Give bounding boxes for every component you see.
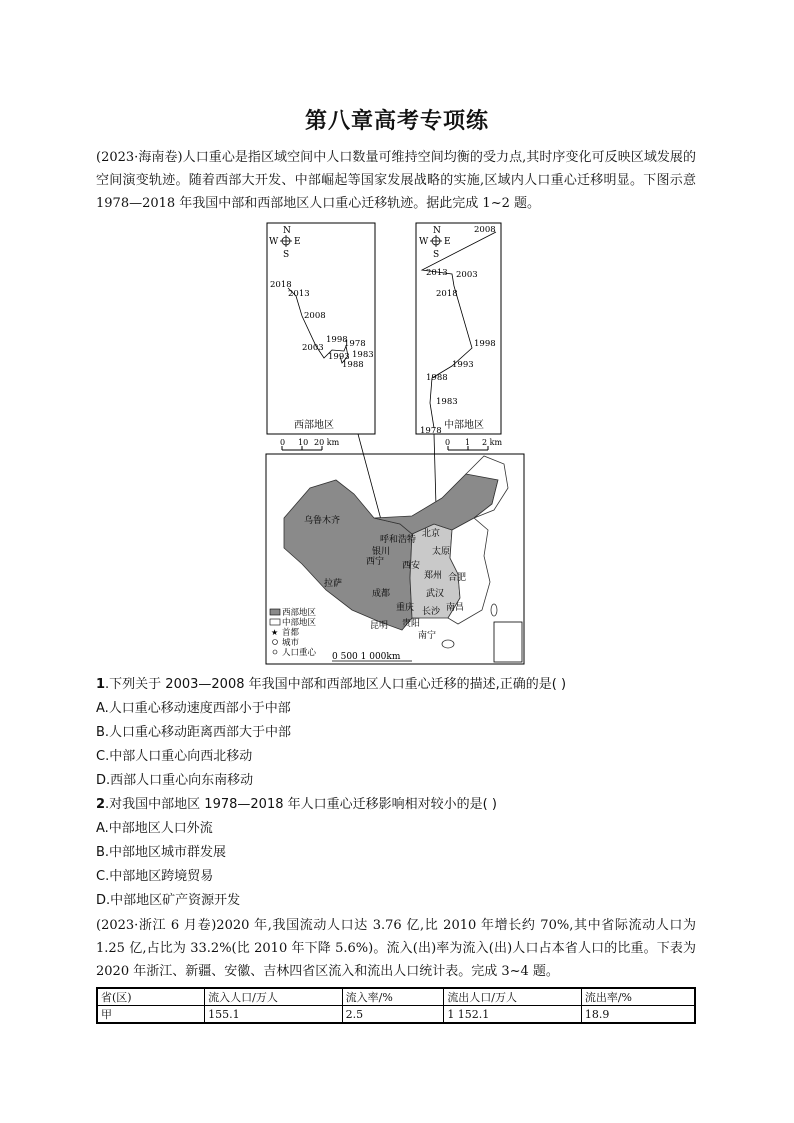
city-label: 乌鲁木齐: [304, 516, 341, 526]
table-cell: 155.1: [205, 1006, 343, 1024]
table-row: [97, 1006, 695, 1024]
city-label: 成都: [372, 589, 391, 599]
city-label: 合肥: [448, 573, 467, 583]
table-cell: 2.5: [342, 1006, 444, 1024]
city-label: 武汉: [426, 589, 445, 599]
central-year: 1983: [436, 397, 458, 407]
table-cell: 1 152.1: [444, 1006, 582, 1024]
legend-item: 首都: [282, 628, 300, 638]
question-text: .对我国中部地区 1978—2018 年人口重心迁移影响相对较小的是( ): [105, 797, 497, 812]
page-title: 第八章高考专项练: [304, 109, 489, 134]
legend-item: 人口重心: [282, 648, 317, 658]
taiwan-island: [491, 604, 497, 616]
table-cell: 甲: [97, 1006, 205, 1024]
city-label: 贵阳: [402, 619, 421, 629]
west-year: 1988: [342, 360, 364, 370]
central-year: 1978: [420, 426, 442, 436]
compass-e: E: [294, 237, 301, 247]
table-header: 流入人口/万人: [205, 988, 343, 1006]
west-year: 2003: [302, 343, 324, 353]
city-label: 南昌: [446, 603, 465, 613]
table-cell: 18.9: [581, 1006, 695, 1024]
city-label: 西宁: [366, 557, 385, 567]
compass-s: S: [433, 250, 440, 260]
question-text: .下列关于 2003—2008 年我国中部和西部地区人口重心迁移的描述,正确的是( ): [105, 677, 567, 692]
table-header-row: [97, 988, 695, 1006]
west-year: 1978: [344, 339, 366, 349]
option-a[interactable]: A.人口重心移动速度西部小于中部: [96, 701, 291, 716]
city-label: 银川: [372, 547, 391, 557]
population-flow-table: [96, 987, 696, 1024]
table-header: 流出人口/万人: [444, 988, 582, 1006]
city-label: 郑州: [424, 571, 443, 581]
west-inset-label: 西部地区: [294, 420, 334, 431]
map-scale: 0 500 1 000km: [332, 652, 401, 662]
scale-label: 0: [445, 438, 451, 447]
central-year: 1998: [474, 339, 496, 349]
option-b[interactable]: B.人口重心移动距离西部大于中部: [96, 725, 292, 740]
central-year: 1993: [452, 360, 474, 370]
city-label: 北京: [422, 529, 441, 539]
option-c[interactable]: C.中部地区跨境贸易: [96, 869, 214, 884]
legend-item: 城市: [282, 638, 300, 648]
central-year: 2003: [456, 270, 478, 280]
city-label: 重庆: [396, 603, 415, 613]
option-b[interactable]: B.中部地区城市群发展: [96, 845, 227, 860]
city-label: 呼和浩特: [380, 535, 417, 545]
compass-w: W: [269, 237, 279, 247]
option-a[interactable]: A.中部地区人口外流: [96, 821, 213, 836]
west-year: 1993: [328, 352, 350, 362]
legend-item: 西部地区: [282, 608, 317, 618]
scale-label: 1: [465, 438, 471, 447]
central-inset-frame: [416, 223, 501, 434]
legend-item: 中部地区: [282, 618, 317, 628]
central-year: 2013: [426, 268, 448, 278]
central-year: 2008: [474, 225, 496, 235]
question-number: 2: [96, 797, 106, 812]
city-label: 南宁: [418, 631, 437, 641]
option-d[interactable]: D.西部人口重心向东南移动: [96, 773, 254, 788]
scale-label: 0: [280, 438, 286, 447]
table-header: 省(区): [97, 988, 205, 1006]
compass-w: W: [419, 237, 429, 247]
south-sea-inset: [494, 622, 522, 662]
question-2: [96, 794, 497, 816]
west-year: 2013: [288, 289, 310, 299]
central-inset-label: 中部地区: [444, 420, 484, 431]
scale-label: 20 km: [314, 438, 340, 447]
compass-n: N: [433, 226, 441, 236]
city-label: 西安: [402, 561, 421, 571]
west-year: 1983: [352, 350, 374, 360]
table-header: 流出率/%: [581, 988, 695, 1006]
population-center-map-figure: [262, 218, 528, 668]
central-year: 2018: [436, 289, 458, 299]
compass-s: S: [283, 250, 290, 260]
city-label: 太原: [432, 547, 451, 557]
west-year: 2018: [270, 280, 292, 290]
intro-passage-2: (2023·浙江 6 月卷)2020 年,我国流动人口达 3.76 亿,比 2010 年增长约 70%,其中省际流动人口为 1.25 亿,占比为 33.2%(比 2010 年下降 5.6%)。流入(出)率为流入(出)人口占本省人口的比重。下表为 2020 年浙江、新疆、安徽、吉林四省区流入和流出人口统计表。完成 3~4 题。: [96, 918, 696, 979]
city-label: 长沙: [422, 607, 441, 617]
question-1: [96, 674, 566, 696]
west-scale-bar: [280, 438, 340, 450]
hainan-island: [442, 640, 454, 648]
city-label: 拉萨: [324, 579, 343, 589]
scale-label: 2 km: [482, 438, 503, 447]
option-d[interactable]: D.中部地区矿产资源开发: [96, 893, 241, 908]
compass-n: N: [283, 226, 291, 236]
compass-e: E: [444, 237, 451, 247]
svg-text:★: ★: [271, 628, 279, 637]
question-number: 1: [96, 677, 106, 692]
table-header: 流入率/%: [342, 988, 444, 1006]
intro-passage-1: (2023·海南卷)人口重心是指区域空间中人口数量可维持空间均衡的受力点,其时序变化可反映区域发展的空间演变轨迹。随着西部大开发、中部崛起等国家发展战略的实施,区域内人口重心迁移明显。下图示意 1978—2018 年我国中部和西部地区人口重心迁移轨迹。据此完成 1~2 题。: [96, 150, 696, 211]
scale-label: 10: [298, 438, 309, 447]
central-scale-bar: [445, 438, 502, 450]
central-year: 1988: [426, 373, 448, 383]
option-c[interactable]: C.中部人口重心向西北移动: [96, 749, 253, 764]
west-year: 2008: [304, 311, 326, 321]
city-label: 昆明: [370, 621, 389, 631]
west-year: 1998: [326, 335, 348, 345]
